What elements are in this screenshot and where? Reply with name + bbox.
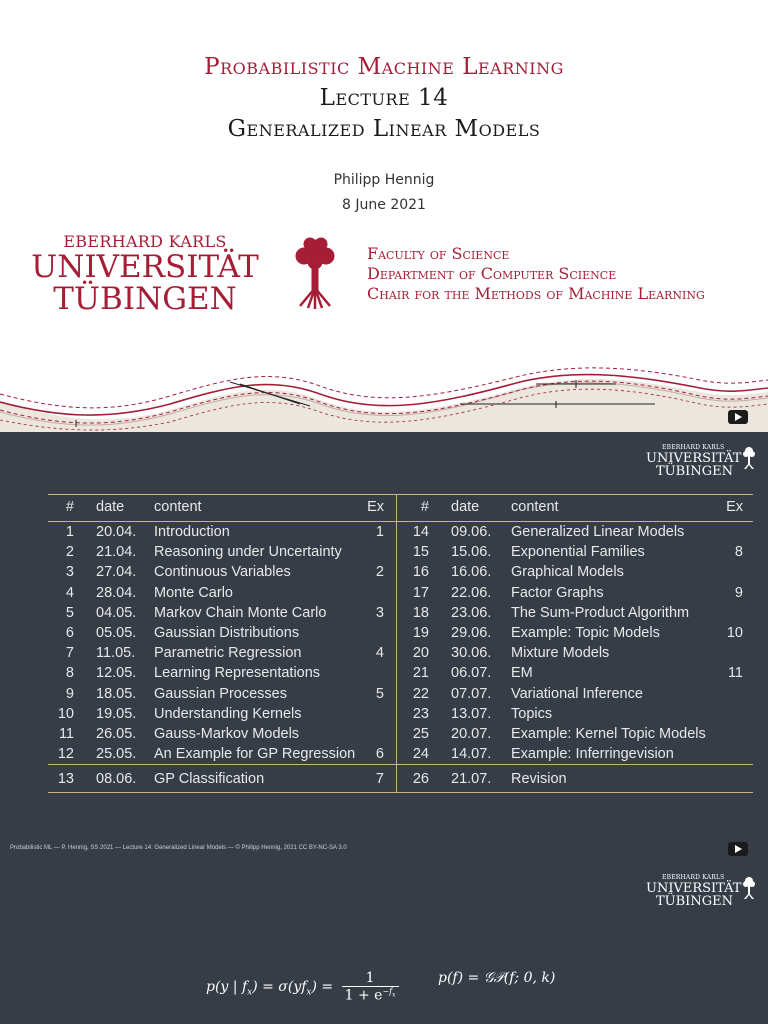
decorative-gp-wave: [0, 340, 768, 432]
lecture-content-cell: Example: Topic Models: [511, 625, 660, 642]
exercise-cell: [719, 765, 753, 793]
fraction-denominator: [342, 987, 399, 1004]
denominator-base: 1 + e: [344, 987, 383, 1004]
formula-lhs: p(y | f: [206, 978, 248, 995]
exercise-cell: [719, 603, 753, 623]
header-exercise-2: Ex: [719, 495, 753, 522]
logo-line-2: UNIVERSITÄT: [646, 451, 742, 466]
likelihood-formula: [206, 970, 403, 1004]
lecture-number-cell: 10: [57, 705, 74, 722]
lecture-number-cell: 9: [65, 685, 74, 702]
lecture-number-cell: 24: [412, 746, 429, 763]
exercise-cell: [360, 623, 397, 643]
lecture-number-cell: 2: [65, 544, 74, 561]
exercise-cell: 10: [726, 625, 743, 642]
lecture-date-cell: 27.04.: [96, 564, 137, 581]
exercise-cell: [360, 663, 397, 683]
lecture-content-cell: Topics: [511, 705, 553, 722]
lecture-date: 8 June 2021: [342, 197, 426, 213]
lecture-date-cell: 13.07.: [451, 705, 492, 722]
lecture-date-cell: 30.06.: [451, 645, 492, 662]
exercise-cell: 4: [360, 643, 397, 663]
fraction-numerator: 1: [342, 970, 399, 987]
lecture-date-cell: 07.07.: [451, 685, 492, 702]
lecture-number-cell: 6: [65, 625, 74, 642]
header-number-2: #: [397, 495, 438, 522]
lecture-number-cell: 15: [412, 544, 429, 561]
lecture-number-cell: 13: [48, 765, 82, 793]
exercise-cell: 6: [360, 744, 397, 765]
lecture-content-cell: Graphical Models: [511, 564, 624, 581]
lecture-date-cell: 20.07.: [451, 725, 492, 742]
exercise-cell: [719, 522, 753, 543]
exercise-cell: [360, 583, 397, 603]
exercise-cell: 9: [734, 584, 743, 601]
lecture-date-cell: 04.05.: [96, 604, 137, 621]
lecture-content-cell: Variational Inference: [511, 685, 643, 702]
university-logo-small: [646, 874, 756, 916]
lecture-number-cell: 12: [57, 746, 74, 763]
lecture-date-cell: 21.07.: [437, 765, 503, 793]
author-name: Philipp Hennig: [333, 172, 435, 188]
schedule-slide: [0, 432, 768, 864]
table-row: [48, 562, 753, 582]
lecture-date-cell: 16.06.: [451, 564, 492, 581]
table-row: [48, 744, 753, 765]
lecture-content-cell: Gaussian Distributions: [154, 625, 300, 642]
exercise-cell: 2: [360, 562, 397, 582]
university-line-1: EBERHARD KARLS: [63, 232, 227, 251]
lecture-number-cell: 20: [412, 645, 429, 662]
lecture-number-cell: 4: [65, 584, 74, 601]
title-slide: [0, 0, 768, 432]
formula-fraction: [342, 970, 399, 1004]
exercise-cell: 7: [360, 765, 397, 793]
lecture-date-cell: 22.06.: [451, 584, 492, 601]
logo-line-3: TÜBINGEN: [656, 894, 733, 909]
exercise-cell: [360, 724, 397, 744]
lecture-content-cell: Introduction: [154, 524, 230, 541]
lecture-content-cell: An Example for GP Regression: [154, 746, 356, 763]
slide-footer: Probabilistic ML — P. Hennig, SS 2021 — Lecture 14: Generalized Linear Models — © Philipp Hennig, 2021 CC BY-NC-SA 3.0: [10, 845, 347, 851]
faculty-line-3: Chair for the Methods of Machine Learning: [367, 284, 705, 303]
exercise-cell: [719, 704, 753, 724]
table-row: [48, 684, 753, 704]
faculty-line-2: Department of Computer Science: [367, 264, 617, 283]
lecture-content-cell: Gauss-Markov Models: [154, 725, 300, 742]
lecture-content-cell: Mixture Models: [511, 645, 610, 662]
lecture-number-cell: 8: [65, 665, 74, 682]
exercise-cell: 5: [360, 684, 397, 704]
lecture-schedule-table: [48, 494, 753, 793]
lecture-date-cell: 08.06.: [82, 765, 146, 793]
lecture-content-cell: Generalized Linear Models: [511, 524, 685, 541]
exercise-cell: 11: [727, 665, 743, 682]
exercise-cell: 1: [360, 522, 397, 543]
lecture-content-cell: Exponential Families: [511, 544, 645, 561]
lecture-content-cell: Learning Representations: [154, 665, 321, 682]
header-date: date: [82, 495, 146, 522]
lecture-number-cell: 1: [65, 524, 74, 541]
lecture-number-cell: 5: [65, 604, 74, 621]
logo-line-3: TÜBINGEN: [656, 464, 733, 479]
lecture-date-cell: 25.05.: [96, 746, 137, 763]
university-logo-small: [646, 444, 756, 486]
logo-line-1: EBERHARD KARLS: [662, 444, 725, 451]
denominator-exponent: −f: [382, 987, 393, 996]
lecture-number: Lecture 14: [319, 85, 449, 111]
lecture-content-cell: Example: Kernel Topic Models: [511, 725, 706, 742]
lecture-content-cell: EM: [511, 665, 533, 682]
lecture-number-cell: 11: [58, 725, 74, 742]
lecture-content-cell: GP Classification: [146, 765, 360, 793]
header-exercise: Ex: [360, 495, 397, 522]
table-row: [48, 704, 753, 724]
table-row: [48, 583, 753, 603]
gp-prior-formula: p(f) = 𝒢𝒫(f; 0, k): [438, 970, 556, 986]
header-content-2: content: [503, 495, 719, 522]
lecture-date-cell: 28.04.: [96, 584, 137, 601]
table-row: [48, 603, 753, 623]
header-date-2: date: [437, 495, 503, 522]
table-row: [48, 643, 753, 663]
exercise-cell: [719, 684, 753, 704]
header-number: #: [48, 495, 82, 522]
denominator-exponent-sub: x: [392, 991, 396, 999]
lecture-date-cell: 11.05.: [96, 645, 136, 662]
lecture-number-cell: 25: [412, 725, 429, 742]
lecture-content-cell: Revision: [503, 765, 719, 793]
lecture-content-cell: Understanding Kernels: [154, 705, 302, 722]
exercise-cell: [719, 744, 753, 765]
table-row: [48, 724, 753, 744]
lecture-content-cell: Gaussian Processes: [154, 685, 287, 702]
lecture-content-cell: Markov Chain Monte Carlo: [154, 604, 327, 621]
lecture-number-cell: 26: [397, 765, 438, 793]
formula-sub-x: x: [247, 987, 253, 998]
formula-sub-x-2: x: [306, 987, 312, 998]
lecture-number-cell: 16: [412, 564, 429, 581]
youtube-play-icon[interactable]: [728, 410, 748, 424]
table-row: [48, 542, 753, 562]
lecture-number-cell: 18: [412, 604, 429, 621]
table-header-row: [48, 495, 753, 522]
lecture-date-cell: 12.05.: [96, 665, 137, 682]
lecture-date-cell: 20.04.: [96, 524, 137, 541]
lecture-content-cell: Parametric Regression: [154, 645, 302, 662]
lecture-date-cell: 15.06.: [451, 544, 492, 561]
lecture-number-cell: 19: [412, 625, 429, 642]
lecture-date-cell: 18.05.: [96, 685, 137, 702]
table-row: [48, 623, 753, 643]
lecture-number-cell: 14: [412, 524, 429, 541]
lecture-number-cell: 23: [412, 705, 429, 722]
lecture-content-cell: Reasoning under Uncertainty: [154, 544, 342, 561]
exercise-cell: 8: [734, 544, 743, 561]
lecture-date-cell: 09.06.: [451, 524, 492, 541]
lecture-number-cell: 7: [65, 645, 74, 662]
logo-line-2: UNIVERSITÄT: [646, 881, 742, 896]
lecture-date-cell: 21.04.: [96, 544, 137, 561]
lecture-content-cell: Continuous Variables: [154, 564, 291, 581]
lecture-date-cell: 06.07.: [451, 665, 492, 682]
formula-equals: ) =: [311, 978, 334, 995]
lecture-content-cell: Monte Carlo: [154, 584, 233, 601]
exercise-cell: [719, 643, 753, 663]
exercise-cell: [360, 704, 397, 724]
exercise-cell: [360, 542, 397, 562]
lecture-number-cell: 3: [65, 564, 74, 581]
tree-logo-icon: [742, 446, 756, 470]
table-row: [48, 765, 753, 793]
table-row: [48, 522, 753, 543]
lecture-date-cell: 05.05.: [96, 625, 137, 642]
lecture-number-cell: 21: [412, 665, 429, 682]
logo-line-1: EBERHARD KARLS: [662, 874, 725, 881]
formula-slide: [0, 864, 768, 1024]
lecture-date-cell: 29.06.: [451, 625, 492, 642]
lecture-date-cell: 23.06.: [451, 604, 492, 621]
exercise-cell: [719, 724, 753, 744]
lecture-date-cell: 26.05.: [96, 725, 137, 742]
lecture-title: Generalized Linear Models: [227, 116, 541, 142]
tree-logo-icon: [742, 876, 756, 900]
lecture-number-cell: 17: [412, 584, 429, 601]
lecture-date-cell: 14.07.: [451, 746, 492, 763]
header-content: content: [146, 495, 360, 522]
course-title: Probabilistic Machine Learning: [204, 54, 564, 80]
tree-logo-icon: [290, 236, 340, 310]
lecture-number-cell: 22: [412, 685, 429, 702]
lecture-content-cell: Factor Graphs: [511, 584, 604, 601]
university-line-2: UNIVERSITÄT: [31, 249, 259, 285]
exercise-cell: [719, 562, 753, 582]
youtube-play-icon[interactable]: [728, 842, 748, 856]
lecture-content-cell: The Sum-Product Algorithm: [511, 604, 690, 621]
university-line-3: TÜBINGEN: [53, 281, 237, 317]
lecture-date-cell: 19.05.: [96, 705, 137, 722]
exercise-cell: 3: [360, 603, 397, 623]
formula-sigma: ) = σ(yf: [252, 978, 307, 995]
faculty-block: [367, 244, 705, 304]
lecture-content-cell: Example: Inferringevision: [511, 746, 674, 763]
university-logo-text: [30, 232, 260, 315]
table-row: [48, 663, 753, 683]
faculty-line-1: Faculty of Science: [367, 244, 510, 263]
